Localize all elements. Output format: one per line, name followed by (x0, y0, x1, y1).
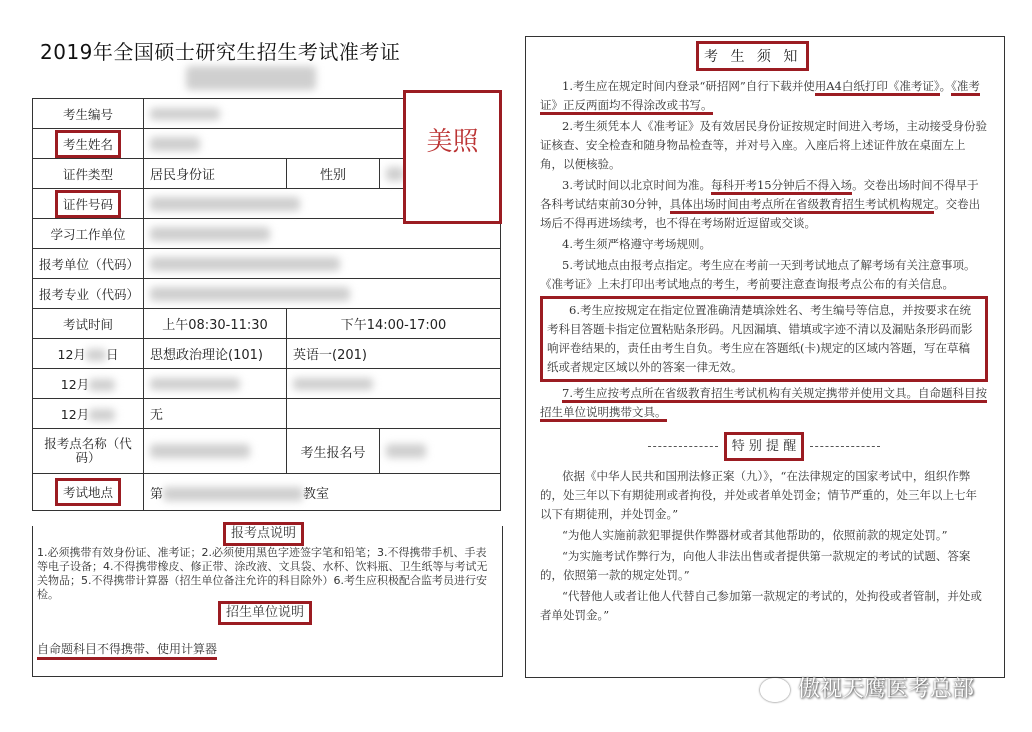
id-type-value: 居民身份证 (144, 159, 287, 189)
reg-no-label: 考生报名号 (287, 429, 380, 474)
id-type-label: 证件类型 (33, 159, 144, 189)
gender-label: 性别 (287, 159, 380, 189)
afternoon-time: 下午14:00-17:00 (287, 309, 501, 339)
day2-prefix: 12月 (60, 376, 90, 392)
day3-prefix: 12月 (60, 406, 90, 422)
instruction-6: 6.考生应按规定在指定位置准确清楚填涂姓名、考生编号等信息，并按要求在统考科目答题卡指定位置粘贴条形码。凡因漏填、错填或字迹不清以及漏贴条形码而影响评卷结果的，责任由考生自负。考生应在答题纸(卡)规定的区域内答题，写在草稿纸或者规定区域以外的答案一律无效。 (540, 296, 988, 382)
apply-unit-label: 报考单位（代码） (33, 249, 144, 279)
photo-placeholder (403, 90, 502, 224)
work-unit-label: 学习工作单位 (33, 219, 144, 249)
exam-location-label: 考试地点 (55, 478, 121, 506)
exam-site-label: 报考点名称（代码） (33, 429, 144, 474)
watermark: 傲视天鹰医考总部 (760, 672, 974, 703)
instruction-4: 4.考生须严格遵守考场规则。 (562, 237, 711, 251)
day1-suffix: 日 (105, 346, 119, 362)
wechat-icon (760, 678, 790, 702)
special-2: “为他人实施前款犯罪提供作弊器材或者其他帮助的，依照前款的规定处罚。” (562, 528, 948, 542)
photo-label: 美照 (426, 127, 479, 157)
instruction-2: 2.考生须凭本人《准考证》及有效居民身份证按规定时间进入考场，主动接受身份验证核查、安全检查和随身物品检查等，并对号入座。入座后将上述证件放在桌面左上角，以便核验。 (540, 119, 987, 171)
candidate-instructions (525, 36, 1005, 678)
special-title: 特 别 提 醒 (724, 432, 804, 461)
day1-am-subject: 思想政治理论(101) (144, 339, 287, 369)
recruit-text: 自命题科目不得携带、使用计算器 (37, 642, 217, 660)
instruction-5: 5.考试地点由报考点指定。考生应在考前一天到考试地点了解考场有关注意事项。《准考证》上未打印出考试地点的考生，考前要注意查询报考点公布的有关信息。 (540, 258, 976, 291)
special-4: “代替他人或者让他人代替自己参加第一款规定的考试的，处拘役或者管制，并处或者单处罚金。” (540, 589, 982, 622)
special-3: “为实施考试作弊行为，向他人非法出售或者提供第一款规定的考试的试题、答案的，依照第一款的规定处罚。” (540, 549, 971, 582)
exam-time-label: 考试时间 (33, 309, 144, 339)
ticket-title: 2019年全国硕士研究生招生考试准考证 (40, 40, 401, 64)
special-1: 依据《中华人民共和国刑法修正案（九）》，“在法律规定的国家考试中，组织作弊的，处三年以下有期徒刑或者拘役，并处或者单处罚金；情节严重的，处三年以上七年以下有期徒刑，并处罚金。” (540, 469, 977, 521)
notes-title: 报考点说明 (223, 522, 304, 546)
recruit-title: 招生单位说明 (218, 601, 312, 625)
morning-time: 上午08:30-11:30 (144, 309, 287, 339)
exam-no-label: 考生编号 (33, 99, 144, 129)
day3-am-subject: 无 (144, 399, 287, 429)
location-suffix: 教室 (303, 486, 330, 502)
notes-section (32, 526, 503, 677)
day1-prefix: 12月 (57, 346, 86, 362)
redacted-name (186, 66, 316, 90)
location-prefix: 第 (150, 486, 164, 502)
id-no-label: 证件号码 (55, 190, 121, 218)
instruction-3: 3.考试时间以北京时间为准。每科开考15分钟后不得入场。交卷出场时间不得早于各科考试结束前30分钟，具体出场时间由考点所在省级教育招生考试机构规定。交卷出场后不得再进场续考，也不得在考场附近逗留或交谈。 (540, 178, 981, 230)
name-label: 考生姓名 (55, 130, 121, 158)
instructions-title: 考 生 须 知 (696, 41, 809, 71)
instruction-1: 1.考生应在规定时间内登录“研招网”自行下载并使用A4白纸打印《准考证》。《准考证》正反两面均不得涂改或书写。 (540, 77, 988, 115)
instruction-7: 7.考生应按考点所在省级教育招生考试机构有关规定携带并使用文具。自命题科目按招生单位说明携带文具。 (540, 384, 988, 422)
notes-text: 1.必须携带有效身份证、准考证；2.必须使用黑色字迹签字笔和铅笔；3.不得携带手机、手表等电子设备；4.不得携带橡皮、修正带、涂改液、文具袋、水杯、饮料瓶、卫生纸等与考试无关物品；5.不得携带计算器（招生单位备注允许的科目除外）6.考生应积极配合监考员进行安检。 (37, 546, 488, 601)
apply-major-label: 报考专业（代码） (33, 279, 144, 309)
day1-pm-subject: 英语一(201) (287, 339, 501, 369)
